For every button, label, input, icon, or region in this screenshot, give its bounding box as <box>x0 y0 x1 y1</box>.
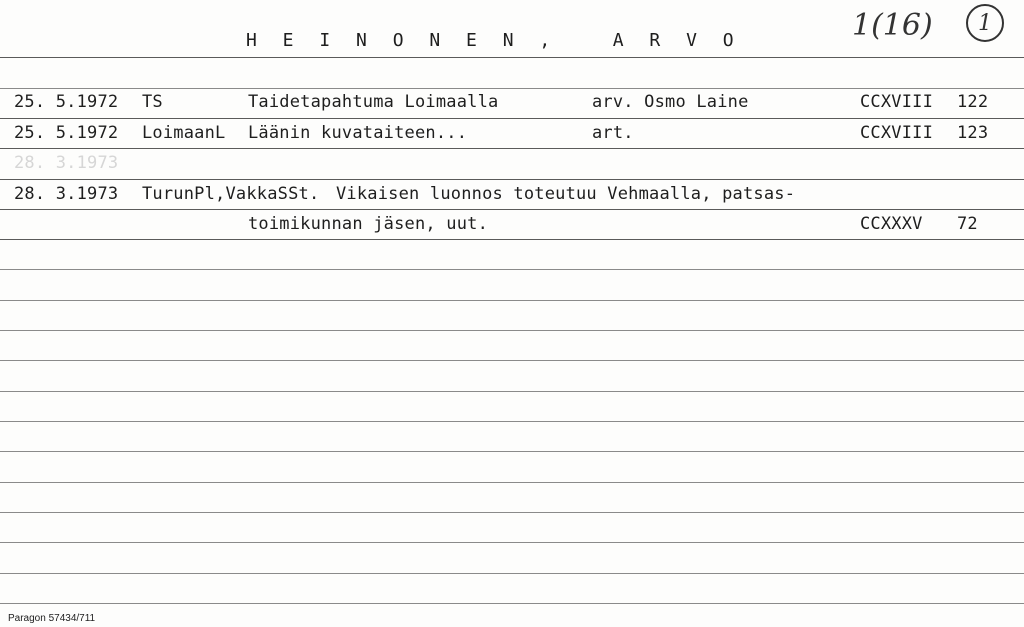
rule <box>0 118 1024 119</box>
entry-date: 28. 3.1973 <box>14 184 119 204</box>
faded-entry-date: 28. 3.1973 <box>14 153 119 173</box>
card-print-code: Paragon 57434/711 <box>8 613 96 624</box>
rule <box>0 269 1024 270</box>
entry-page: 122 <box>957 92 989 112</box>
entry-volume: CCXXXV <box>860 214 923 234</box>
rule <box>0 209 1024 210</box>
rule <box>0 451 1024 452</box>
handwritten-card-number: 1(16) <box>852 8 933 43</box>
circled-number-stamp: 1 <box>966 4 1004 42</box>
entry-date: 25. 5.1972 <box>14 92 119 112</box>
rule <box>0 512 1024 513</box>
rule <box>0 542 1024 543</box>
rule <box>0 300 1024 301</box>
entry-continuation: toimikunnan jäsen, uut. <box>248 214 489 234</box>
entry-note: art. <box>592 123 634 143</box>
entry-text: Taidetapahtuma Loimaalla <box>248 92 499 112</box>
rule <box>0 573 1024 574</box>
entry-volume: CCXVIII <box>860 123 934 143</box>
entry-date: 25. 5.1972 <box>14 123 119 143</box>
rule <box>0 179 1024 180</box>
header-rule <box>0 57 1024 58</box>
entry-page: 72 <box>957 214 978 234</box>
rule <box>0 421 1024 422</box>
entry-text: Läänin kuvataiteen... <box>248 123 468 143</box>
card-title: H E I N O N E N , A R V O <box>246 30 742 51</box>
entry-source: TS <box>142 92 163 112</box>
rule <box>0 148 1024 149</box>
entry-volume: CCXVIII <box>860 92 934 112</box>
rule <box>0 482 1024 483</box>
rule <box>0 360 1024 361</box>
entry-text: Vikaisen luonnos toteutuu Vehmaalla, patsas- <box>336 184 796 204</box>
rule <box>0 239 1024 240</box>
entry-note: arv. Osmo Laine <box>592 92 749 112</box>
entry-source: TurunPl,VakkaSSt. <box>142 184 320 204</box>
entry-source: LoimaanL <box>142 123 226 143</box>
entry-page: 123 <box>957 123 989 143</box>
rule <box>0 88 1024 89</box>
rule <box>0 330 1024 331</box>
rule <box>0 391 1024 392</box>
rule <box>0 603 1024 604</box>
